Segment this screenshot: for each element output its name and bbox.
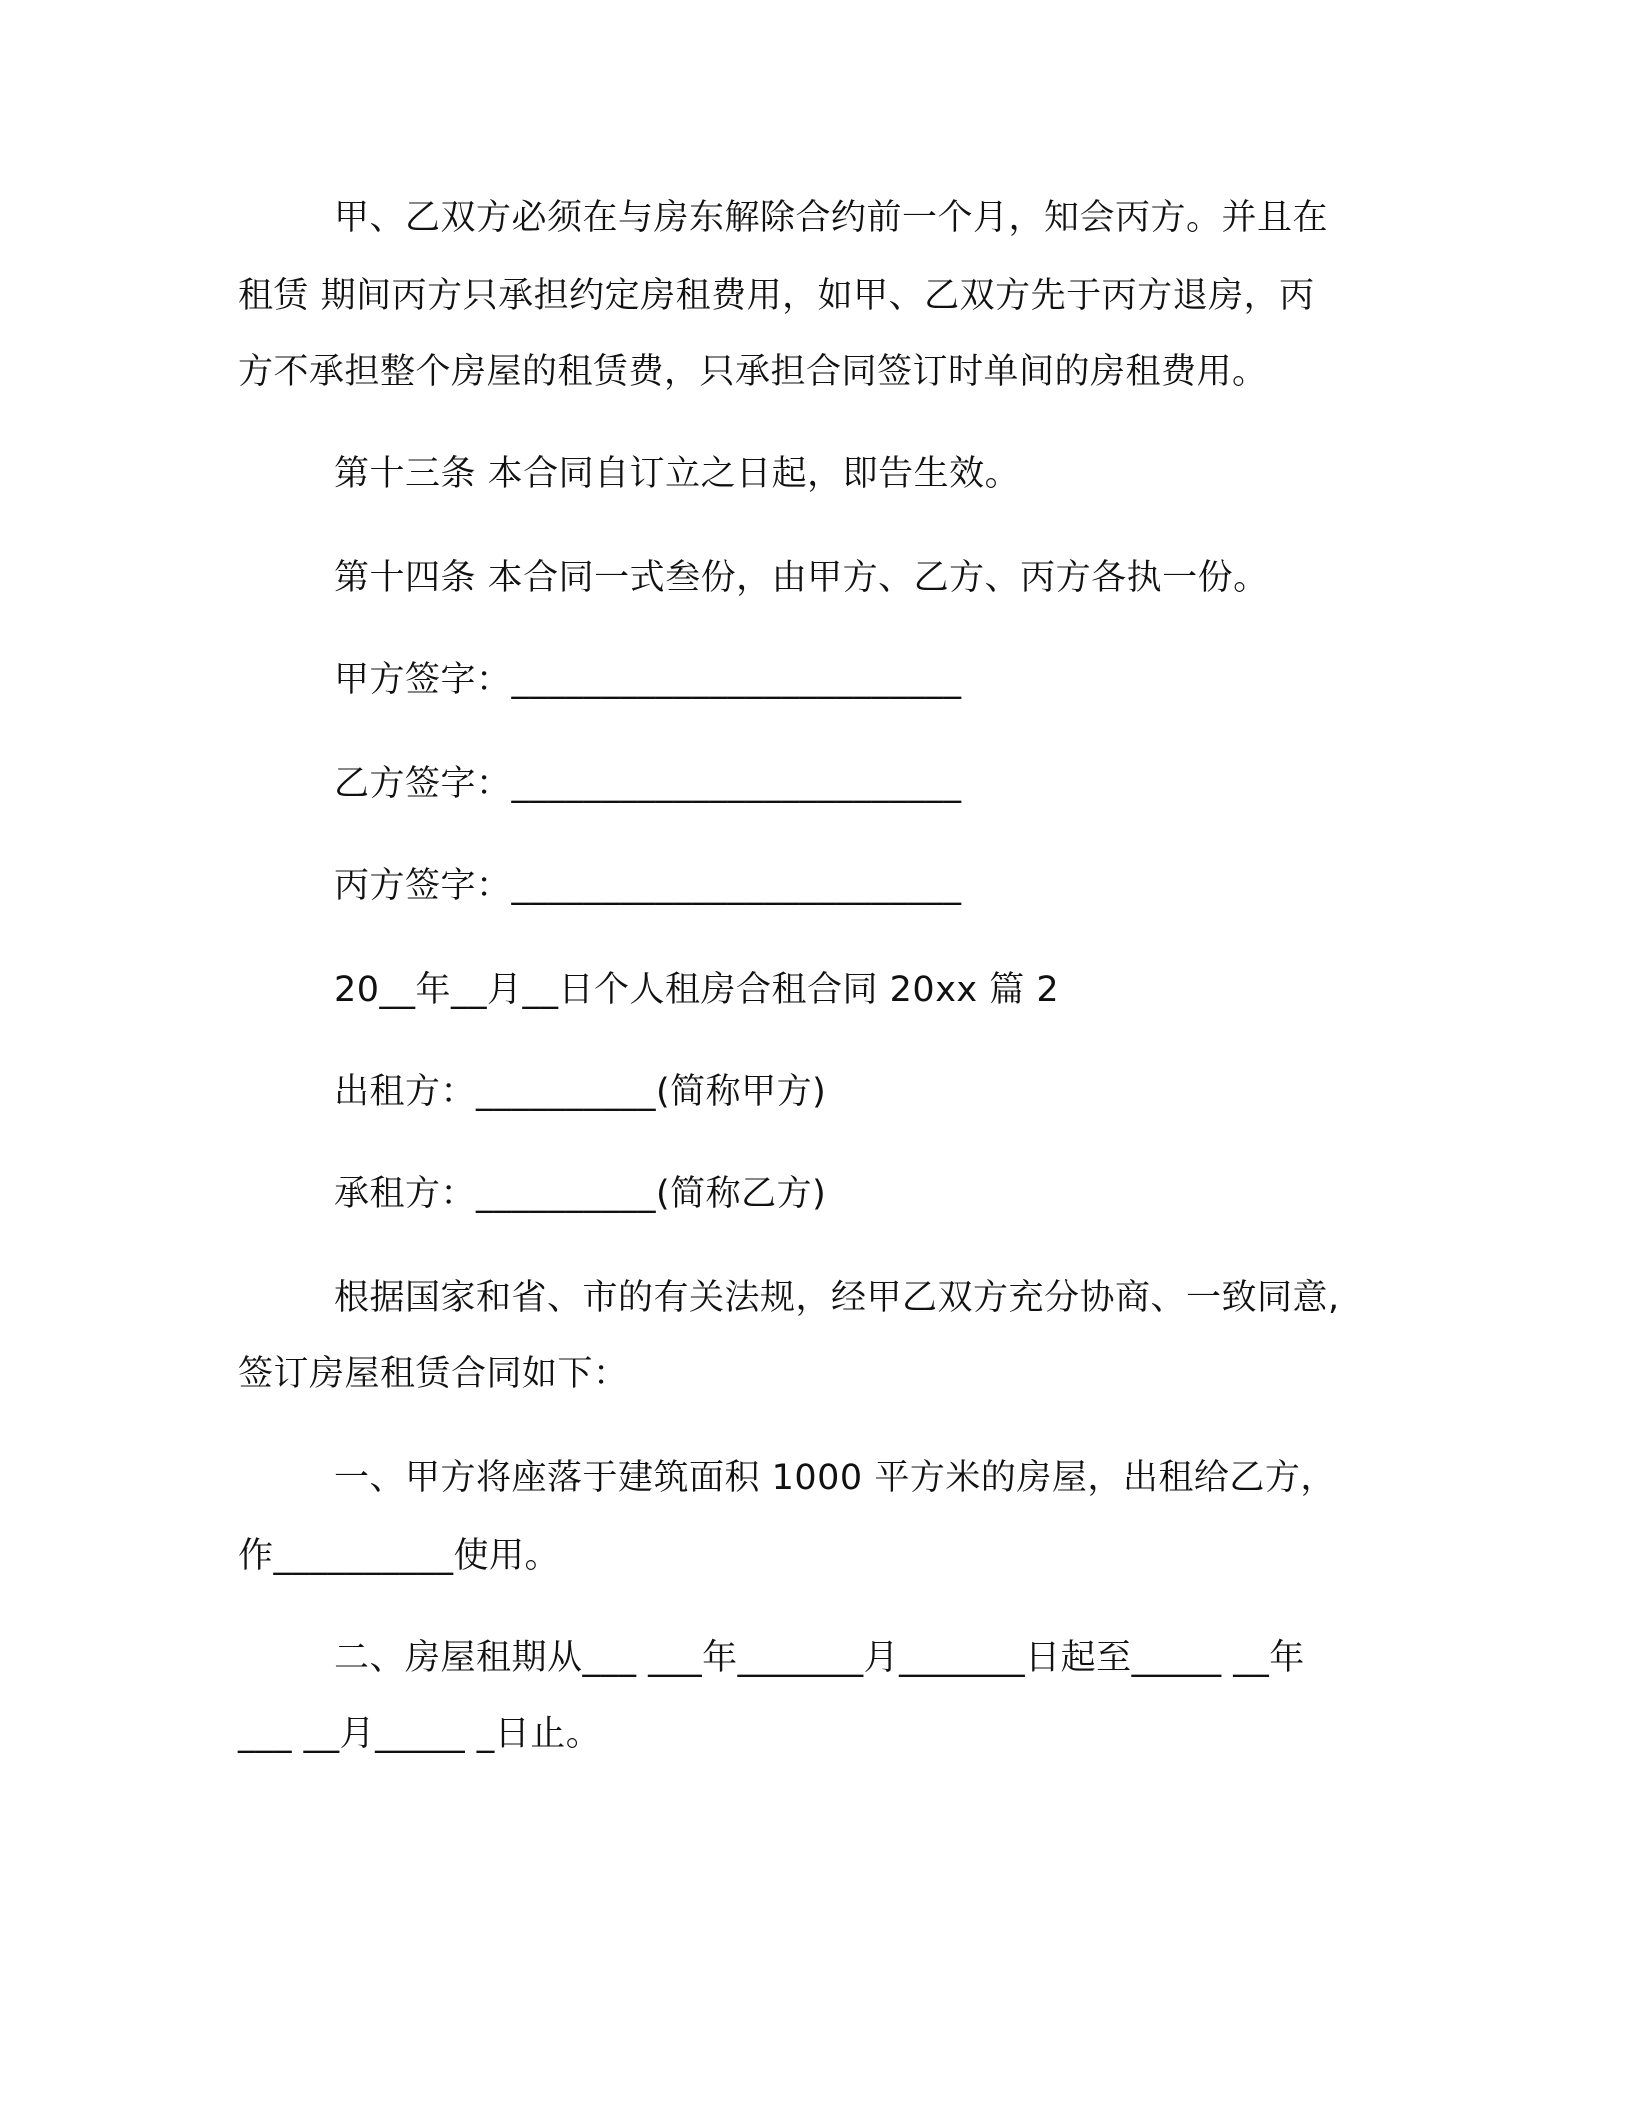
article-13: 第十三条 本合同自订立之日起，即告生效。 [334,454,1021,494]
party-c-signature: 丙方签字：_________________________ [334,866,962,906]
paragraph-line: 方不承担整个房屋的租赁费，只承担合同签订时单间的房租费用。 [238,352,1268,392]
paragraph-line: 租赁 期间丙方只承担约定房租费用，如甲、乙双方先于丙方退房，丙 [238,276,1315,316]
clause-2: 二、房屋租期从___ ___年_______月_______日起至_____ __年 [334,1638,1305,1678]
paragraph-line: 甲、乙双方必须在与房东解除合约前一个月，知会丙方。并且在 [334,198,1329,238]
lessee-line: 承租方：__________(简称乙方) [334,1174,827,1214]
clause-2-continued: ___ __月_____ _日止。 [238,1714,602,1754]
contract-title: 20__年__月__日个人租房合租合同 20xx 篇 2 [334,970,1060,1010]
lessor-line: 出租方：__________(简称甲方) [334,1072,827,1112]
paragraph-line: 根据国家和省、市的有关法规，经甲乙双方充分协商、一致同意, [334,1278,1340,1318]
article-14: 第十四条 本合同一式叁份，由甲方、乙方、丙方各执一份。 [334,558,1269,598]
paragraph-line: 签订房屋租赁合同如下： [238,1354,629,1394]
party-b-signature: 乙方签字：_________________________ [334,764,962,804]
party-a-signature: 甲方签字：_________________________ [334,660,962,700]
clause-1-continued: 作__________使用。 [238,1536,561,1576]
clause-1: 一、甲方将座落于建筑面积 1000 平方米的房屋，出租给乙方， [334,1458,1336,1498]
